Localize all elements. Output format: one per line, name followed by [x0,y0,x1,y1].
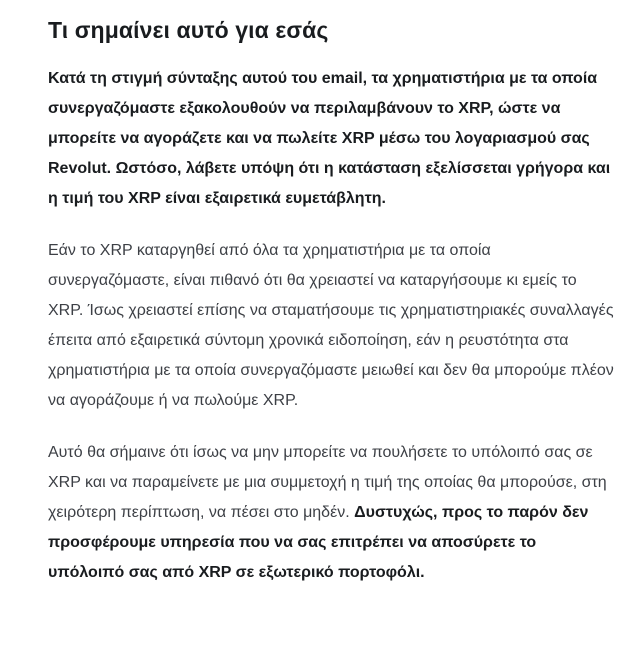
section-title: Τι σημαίνει αυτό για εσάς [48,17,329,43]
delisting-paragraph: Εάν το XRP καταργηθεί από όλα τα χρηματιστήρια με τα οποία συνεργαζόμαστε, είναι πιθανό ότι θα χρειαστεί να καταργήσουμε κι εμείς το XRP. Ίσως χρειαστεί επίσης να σταματήσουμε τις χρηματιστηριακές συναλλαγές έπειτα από εξαιρετικά σύντομη χρονικά ειδοποίηση, εάν η ρευστότητα στα χρηματιστήρια με τα οποία συνεργαζόμαστε μειωθεί και δεν θα μπορούμε πλέον να αγοράζουμε ή να πωλούμε XRP. [48,242,614,409]
no-withdrawal-notice: Δυστυχώς, προς το παρόν δεν προσφέρουμε υπηρεσία που να σας επιτρέπει να αποσύρετε το υπόλοιπό σας από XRP σε εξωτερικό πορτοφόλι. [48,504,589,581]
consequence-text: Αυτό θα σήμαινε ότι ίσως να μην μπορείτε να πουλήσετε το υπόλοιπό σας σε XRP και να παραμείνετε με μια συμμετοχή η τιμή της οποίας θα μπορούσε, στη χειρότερη περίπτωση, να πέσει στο μηδέν. [48,444,607,521]
bold-intro-paragraph: Κατά τη στιγμή σύνταξης αυτού του email, τα χρηματιστήρια με τα οποία συνεργαζόμαστε εξακολουθούν να περιλαμβάνουν το XRP, ώστε να μπορείτε να αγοράζετε και να πωλείτε XRP μέσω του λογαριασμού σας Revolut. Ωστόσο, λάβετε υπόψη ότι η κατάσταση εξελίσσεται γρήγορα και η τιμή του XRP είναι εξαιρετικά ευμετάβλητη. [48,70,611,207]
consequence-paragraph [48,438,615,588]
